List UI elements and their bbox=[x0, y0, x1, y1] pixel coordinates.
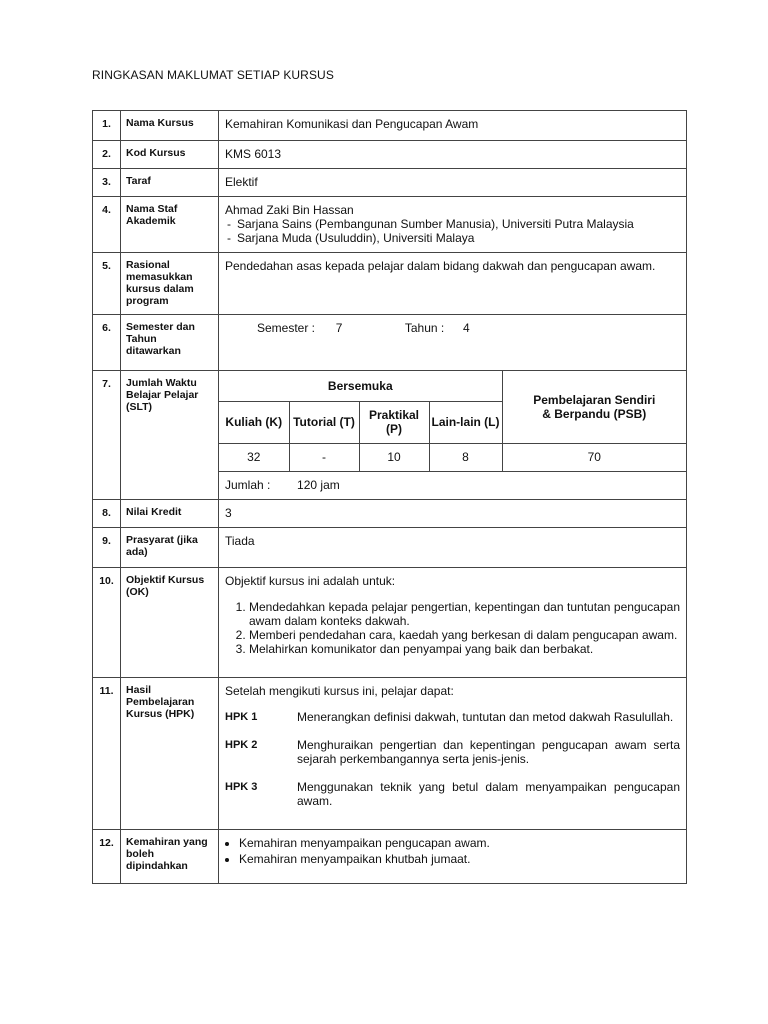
row-number: 3. bbox=[93, 169, 121, 197]
kuliah-header: Kuliah (K) bbox=[219, 401, 289, 443]
objektif-list bbox=[225, 600, 680, 656]
lainlain-header: Lain-lain (L) bbox=[429, 401, 502, 443]
hpk-code: HPK 2 bbox=[225, 739, 258, 751]
row-label: Prasyarat (jika ada) bbox=[121, 528, 219, 568]
row-number: 12. bbox=[93, 830, 121, 884]
row-label: Kemahiran yang boleh dipindahkan bbox=[121, 830, 219, 884]
row-number: 6. bbox=[93, 315, 121, 371]
row-label: Jumlah Waktu Belajar Pelajar (SLT) bbox=[121, 371, 219, 500]
row-value: Elektif bbox=[219, 169, 687, 197]
staff-qualifications bbox=[225, 217, 680, 245]
kuliah-value: 32 bbox=[219, 443, 289, 471]
row-nama-kursus bbox=[93, 111, 687, 141]
qualification-item: - Sarjana Sains (Pembangunan Sumber Manusia), Universiti Putra Malaysia bbox=[225, 217, 680, 231]
row-number: 4. bbox=[93, 197, 121, 253]
row-nilai-kredit bbox=[93, 500, 687, 528]
row-value bbox=[219, 568, 687, 678]
row-label: Kod Kursus bbox=[121, 141, 219, 169]
kemahiran-list bbox=[225, 836, 680, 866]
hpk-item bbox=[225, 738, 680, 766]
hpk-intro: Setelah mengikuti kursus ini, pelajar dapat: bbox=[225, 684, 454, 698]
hpk-code: HPK 1 bbox=[225, 711, 258, 723]
row-label: Nilai Kredit bbox=[121, 500, 219, 528]
row-number: 2. bbox=[93, 141, 121, 169]
hpk-item bbox=[225, 780, 680, 808]
row-label: Nama Staf Akademik bbox=[121, 197, 219, 253]
row-number: 7. bbox=[93, 371, 121, 500]
jumlah-value: 120 jam bbox=[297, 478, 340, 493]
row-value: KMS 6013 bbox=[219, 141, 687, 169]
slt-cell bbox=[219, 371, 687, 500]
objektif-intro: Objektif kursus ini adalah untuk: bbox=[225, 574, 396, 588]
row-value: Kemahiran Komunikasi dan Pengucapan Awam bbox=[219, 111, 687, 141]
row-number: 9. bbox=[93, 528, 121, 568]
row-nama-staf bbox=[93, 197, 687, 253]
psb-value: 70 bbox=[502, 443, 686, 471]
semester-label: Semester : bbox=[257, 321, 316, 335]
row-number: 8. bbox=[93, 500, 121, 528]
tahun-value: 4 bbox=[462, 321, 470, 335]
row-prasyarat bbox=[93, 528, 687, 568]
slt-table bbox=[219, 371, 686, 499]
bersemuka-header: Bersemuka bbox=[219, 371, 502, 401]
objektif-item: 1. Mendedahkan kepada pelajar pengertian, kepentingan dan tuntutan pengucapan awam dalam konteks dakwah. bbox=[249, 600, 680, 628]
row-rasional bbox=[93, 253, 687, 315]
jumlah-label: Jumlah : bbox=[225, 478, 271, 493]
hpk-item bbox=[225, 710, 680, 724]
praktikal-header: Praktikal (P) bbox=[359, 401, 429, 443]
objektif-item: 3. Melahirkan komunikator dan penyampai yang baik dan berbakat. bbox=[249, 642, 680, 656]
row-number: 1. bbox=[93, 111, 121, 141]
row-value bbox=[219, 197, 687, 253]
tutorial-header: Tutorial (T) bbox=[289, 401, 359, 443]
row-label: Rasional memasukkan kursus dalam program bbox=[121, 253, 219, 315]
row-label: Taraf bbox=[121, 169, 219, 197]
row-value bbox=[219, 830, 687, 884]
hpk-text: Menghuraikan pengertian dan kepentingan pengucapan awam serta sejarah perkembangannya serta jenis-jenis. bbox=[297, 738, 680, 766]
row-value bbox=[219, 315, 687, 371]
row-slt bbox=[93, 371, 687, 500]
row-value: 3 bbox=[219, 500, 687, 528]
hpk-text: Menggunakan teknik yang betul dalam menyampaikan pengucapan awam. bbox=[297, 780, 680, 808]
document-title: RINGKASAN MAKLUMAT SETIAP KURSUS bbox=[92, 68, 334, 82]
tutorial-value: - bbox=[289, 443, 359, 471]
hpk-text: Menerangkan definisi dakwah, tuntutan dan metod dakwah Rasulullah. bbox=[297, 710, 674, 724]
row-value: Pendedahan asas kepada pelajar dalam bidang dakwah dan pengucapan awam. bbox=[219, 253, 687, 315]
kemahiran-item: • Kemahiran menyampaikan pengucapan awam. bbox=[239, 836, 680, 850]
jumlah-cell bbox=[219, 471, 686, 499]
row-label: Hasil Pembelajaran Kursus (HPK) bbox=[121, 678, 219, 830]
row-label: Nama Kursus bbox=[121, 111, 219, 141]
row-label: Objektif Kursus (OK) bbox=[121, 568, 219, 678]
staff-name: Ahmad Zaki Bin Hassan bbox=[225, 203, 354, 217]
row-kod-kursus bbox=[93, 141, 687, 169]
semester-value: 7 bbox=[335, 321, 343, 335]
objektif-item: 2. Memberi pendedahan cara, kaedah yang berkesan di dalam pengucapan awam. bbox=[249, 628, 680, 642]
row-kemahiran bbox=[93, 830, 687, 884]
row-semester bbox=[93, 315, 687, 371]
psb-header-text: Pembelajaran Sendiri & Berpandu (PSB) bbox=[533, 392, 656, 421]
praktikal-value: 10 bbox=[359, 443, 429, 471]
row-value: Tiada bbox=[219, 528, 687, 568]
row-label: Semester dan Tahun ditawarkan bbox=[121, 315, 219, 371]
kemahiran-item: • Kemahiran menyampaikan khutbah jumaat. bbox=[239, 852, 680, 866]
row-hpk bbox=[93, 678, 687, 830]
row-objektif bbox=[93, 568, 687, 678]
qualification-item: - Sarjana Muda (Usuluddin), Universiti Malaya bbox=[225, 231, 680, 245]
row-value bbox=[219, 678, 687, 830]
tahun-label: Tahun : bbox=[404, 321, 445, 335]
row-taraf bbox=[93, 169, 687, 197]
row-number: 10. bbox=[93, 568, 121, 678]
hpk-code: HPK 3 bbox=[225, 781, 258, 793]
row-number: 11. bbox=[93, 678, 121, 830]
lainlain-value: 8 bbox=[429, 443, 502, 471]
course-info-table bbox=[92, 110, 687, 884]
row-number: 5. bbox=[93, 253, 121, 315]
psb-header bbox=[502, 371, 686, 443]
